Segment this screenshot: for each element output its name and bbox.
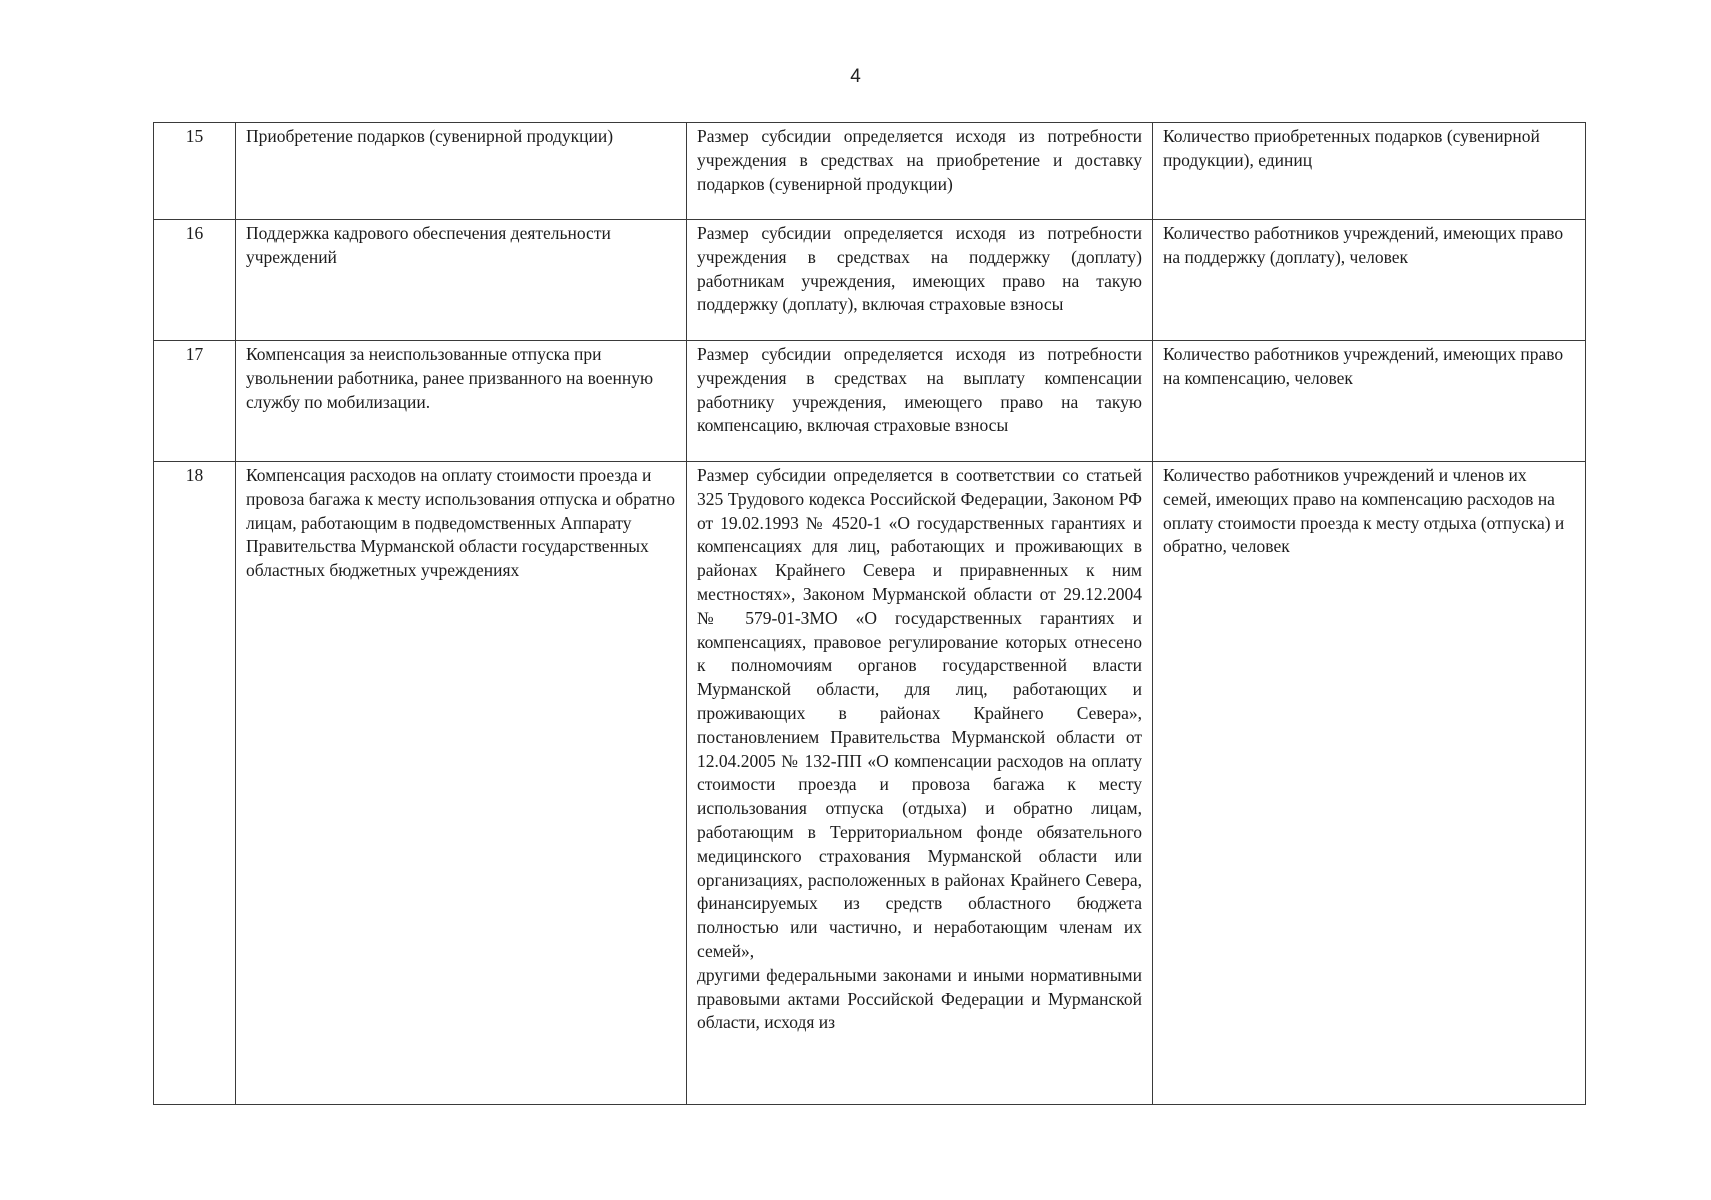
row-number: 18 bbox=[154, 462, 236, 1105]
indicator: Количество работников учреждений и членов их семей, имеющих право на компенсацию расходов на оплату стоимости проезда к месту отдыха (отпуска) и обратно, человек bbox=[1153, 462, 1586, 1105]
table-row bbox=[154, 341, 1586, 462]
subsidy-table bbox=[153, 122, 1586, 1105]
expense-name: Компенсация расходов на оплату стоимости проезда и провоза багажа к месту использования отпуска и обратно лицам, работающим в подведомственных Аппарату Правительства Мурманской области государственных областных бюджетных учреждениях bbox=[236, 462, 687, 1105]
indicator: Количество работников учреждений, имеющих право на поддержку (доплату), человек bbox=[1153, 220, 1586, 341]
expense-name: Компенсация за неиспользованные отпуска при увольнении работника, ранее призванного на военную службу по мобилизации. bbox=[236, 341, 687, 462]
table-row bbox=[154, 123, 1586, 220]
row-number: 16 bbox=[154, 220, 236, 341]
calculation-method: Размер субсидии определяется исходя из потребности учреждения в средствах на выплату компенсации работнику учреждения, имеющего право на такую компенсацию, включая страховые взносы bbox=[687, 341, 1153, 462]
calculation-method-text: Размер субсидии определяется в соответствии со статьей 325 Трудового кодекса Российской Федерации, Законом РФ от 19.02.1993 № 4520-1 «О государственных гарантиях и компенсациях для лиц, работающих и проживающих в районах Крайнего Севера и приравненных к ним местностях», Законом Мурманской области от 29.12.2004 № 579-01-ЗМО «О государственных гарантиях и компенсациях, правовое регулирование которых отнесено к полномочиям органов государственной власти Мурманской области, для лиц, работающих и проживающих в районах Крайнего Севера», постановлением Правительства Мурманской области от 12.04.2005 № 132-ПП «О компенсации расходов на оплату стоимости проезда и провоза багажа к месту использования отпуска (отдыха) и обратно лицам, работающим в Территориальном фонде обязательного медицинского страхования Мурманской области или организациях, расположенных в районах Крайнего Севера, финансируемых из средств областного бюджета полностью или частично, и неработающим членам их семей», bbox=[697, 465, 1142, 961]
table-row bbox=[154, 220, 1586, 341]
calculation-method: Размер субсидии определяется исходя из потребности учреждения в средствах на поддержку (доплату) работникам учреждения, имеющих право на такую поддержку (доплату), включая страховые взносы bbox=[687, 220, 1153, 341]
table-row bbox=[154, 462, 1586, 1105]
calculation-method: Размер субсидии определяется исходя из потребности учреждения в средствах на приобретение и доставку подарков (сувенирной продукции) bbox=[687, 123, 1153, 220]
expense-name: Приобретение подарков (сувенирной продукции) bbox=[236, 123, 687, 220]
calculation-method-continuation: другими федеральными законами и иными нормативными правовыми актами Российской Федерации и Мурманской области, исходя из bbox=[697, 964, 1142, 1033]
indicator: Количество работников учреждений, имеющих право на компенсацию, человек bbox=[1153, 341, 1586, 462]
calculation-method bbox=[687, 462, 1153, 1105]
page-number: 4 bbox=[850, 66, 861, 87]
indicator: Количество приобретенных подарков (сувенирной продукции), единиц bbox=[1153, 123, 1586, 220]
expense-name: Поддержка кадрового обеспечения деятельности учреждений bbox=[236, 220, 687, 341]
row-number: 17 bbox=[154, 341, 236, 462]
row-number: 15 bbox=[154, 123, 236, 220]
